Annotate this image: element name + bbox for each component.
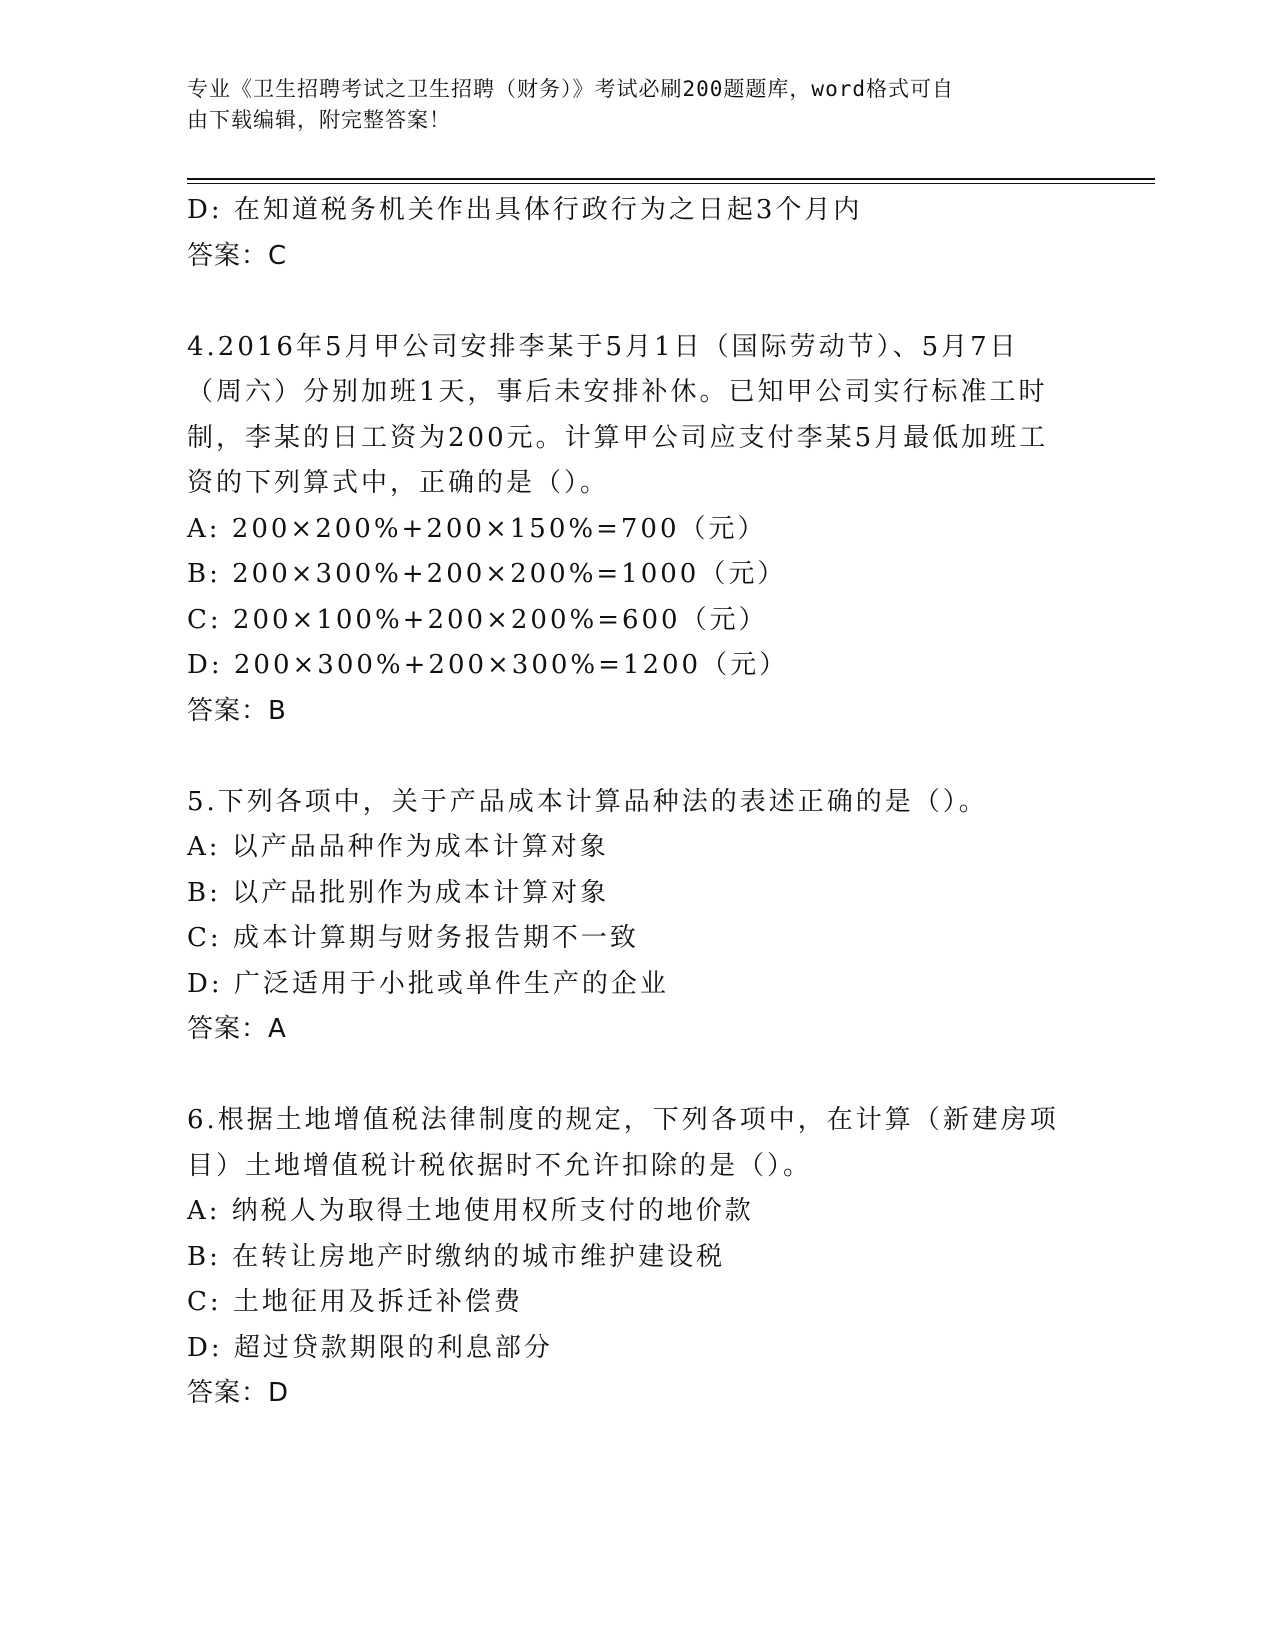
- option-a: A: 以产品品种作为成本计算对象: [187, 832, 609, 862]
- question-3-tail: [187, 188, 1087, 279]
- option-d: D: 在知道税务机关作出具体行政行为之日起3个月内: [187, 195, 863, 225]
- spacer: [187, 1053, 1087, 1099]
- question-stem-line: 5.下列各项中，关于产品成本计算品种法的表述正确的是（）。: [187, 786, 988, 817]
- question-stem-line: 6.根据土地增值税法律制度的规定，下列各项中，在计算（新建房项: [187, 1105, 1059, 1135]
- question-stem-line: 4.2016年5月甲公司安排李某于5月1日（国际劳动节）、5月7日: [187, 331, 1019, 362]
- document-header: [187, 74, 1067, 136]
- option-b: B: 在转让房地产时缴纳的城市维护建设税: [187, 1241, 726, 1272]
- option-d: D: 广泛适用于小批或单件生产的企业: [187, 968, 669, 999]
- answer-line: 答案：C: [187, 240, 288, 271]
- option-c: C: 土地征用及拆迁补偿费: [187, 1287, 523, 1317]
- option-c: C: 200×100%+200×200%=600（元）: [187, 604, 768, 635]
- spacer: [187, 279, 1087, 325]
- header-rule-thin: [187, 183, 1155, 184]
- question-6: [187, 1098, 1087, 1417]
- header-rule-thick: [187, 178, 1155, 180]
- header-line-1: 专业《卫生招聘考试之卫生招聘（财务）》考试必刷200题题库，word格式可自: [187, 77, 954, 101]
- question-stem-line: （周六）分别加班1天，事后未安排补休。已知甲公司实行标准工时: [187, 377, 1048, 407]
- option-d: D: 200×300%+200×300%=1200（元）: [187, 650, 789, 680]
- question-5: [187, 780, 1087, 1053]
- option-b: B: 以产品批别作为成本计算对象: [187, 877, 610, 908]
- option-d: D: 超过贷款期限的利息部分: [187, 1332, 553, 1363]
- option-c: C: 成本计算期与财务报告期不一致: [187, 923, 639, 953]
- option-a: A: 纳税人为取得土地使用权所支付的地价款: [187, 1196, 754, 1226]
- question-4: [187, 325, 1087, 735]
- option-a: A: 200×200%+200×150%=700（元）: [187, 513, 767, 544]
- answer-line: 答案：A: [187, 1014, 287, 1044]
- header-line-2: 由下载编辑，附完整答案！: [187, 108, 451, 132]
- question-stem-line: 制，李某的日工资为200元。计算甲公司应支付李某5月最低加班工: [187, 422, 1049, 453]
- option-b: B: 200×300%+200×200%=1000（元）: [187, 559, 787, 589]
- answer-line: 答案：B: [187, 695, 287, 726]
- question-stem-line: 目）土地增值税计税依据时不允许扣除的是（）。: [187, 1150, 813, 1181]
- document-body: [187, 188, 1087, 1417]
- question-stem-line: 资的下列算式中，正确的是（）。: [187, 468, 610, 498]
- spacer: [187, 734, 1087, 780]
- answer-line: 答案：D: [187, 1378, 290, 1408]
